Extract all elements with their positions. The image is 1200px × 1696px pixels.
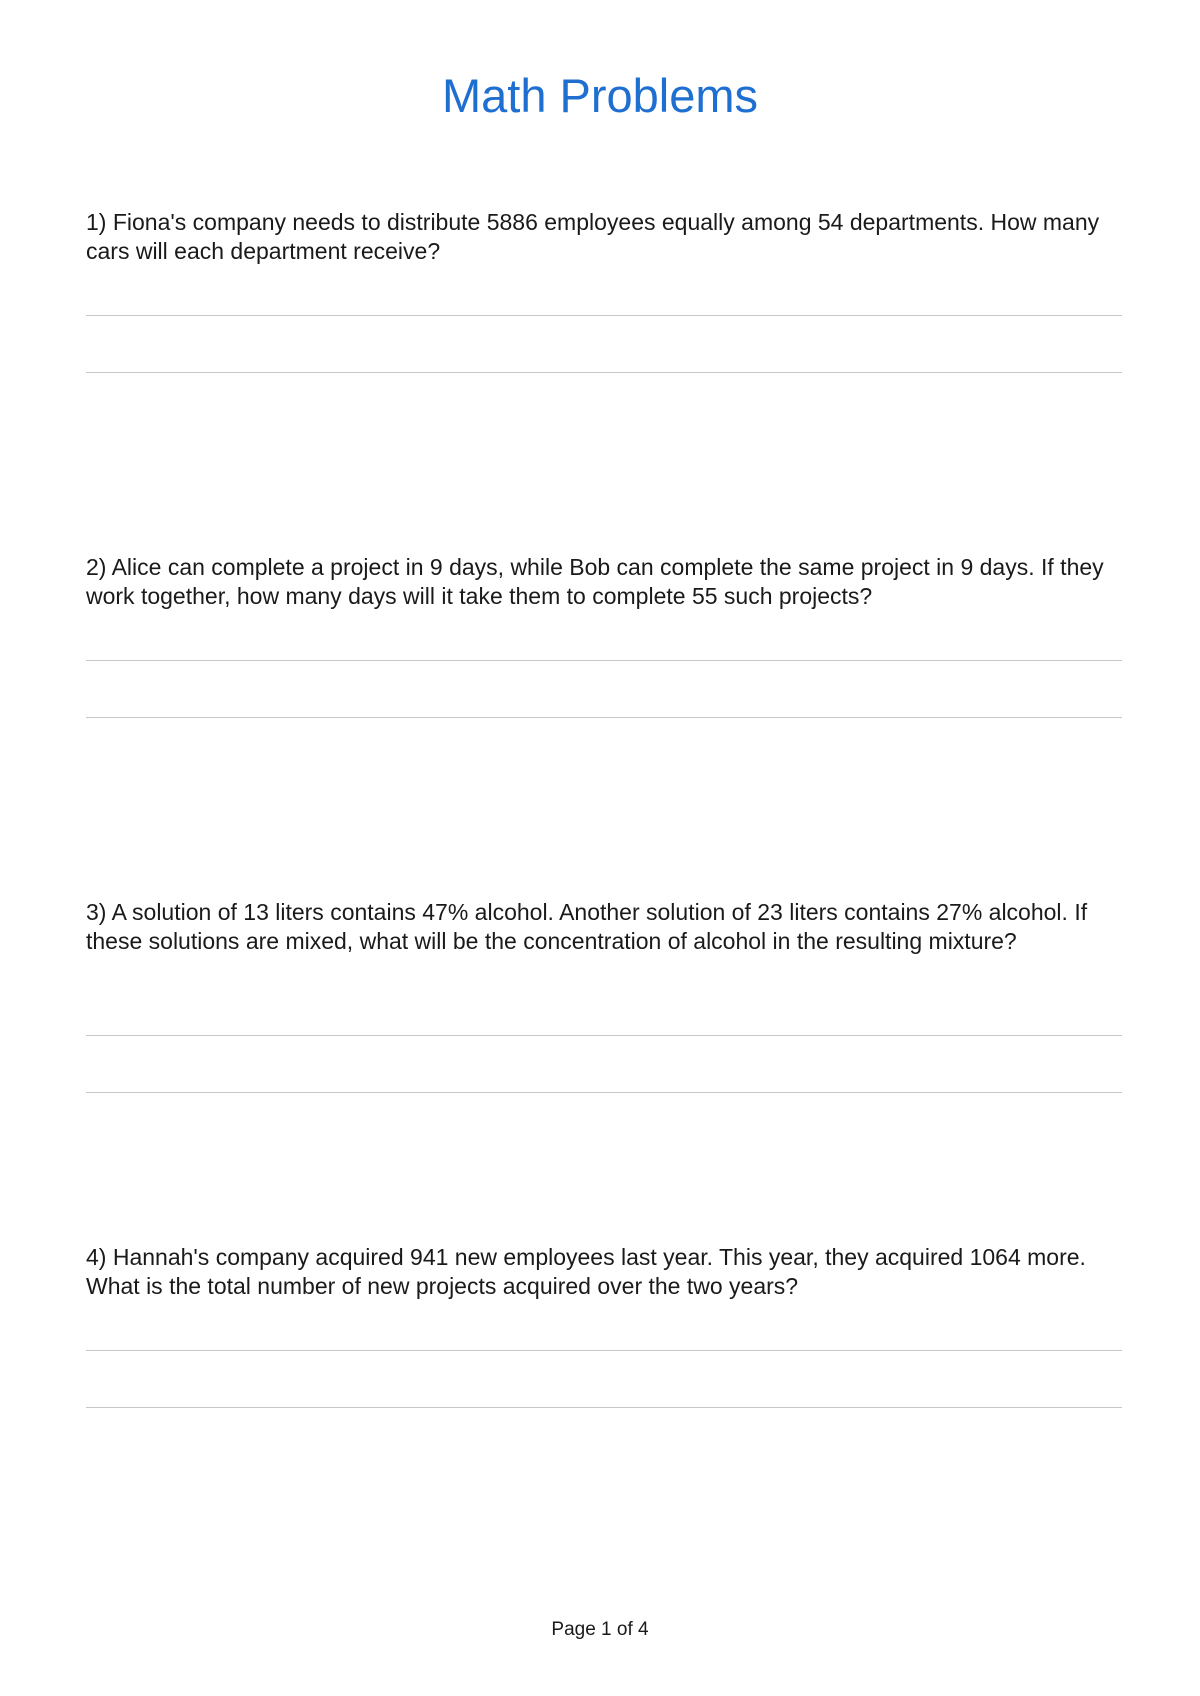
answer-line[interactable]	[86, 315, 1122, 316]
answer-line[interactable]	[86, 372, 1122, 373]
answer-line[interactable]	[86, 660, 1122, 661]
problem-3	[86, 898, 1126, 956]
answer-line[interactable]	[86, 1092, 1122, 1093]
page-number: Page 1 of 4	[551, 1619, 649, 1640]
problem-text: 2) Alice can complete a project in 9 days, while Bob can complete the same project in 9 days. If they work together, how many days will it take them to complete 55 such projects?	[86, 554, 1104, 609]
problem-1	[86, 208, 1126, 266]
problem-2	[86, 553, 1126, 611]
answer-line[interactable]	[86, 717, 1122, 718]
problem-text: 1) Fiona's company needs to distribute 5886 employees equally among 54 departments. How many cars will each department receive?	[86, 209, 1100, 264]
problem-text: 3) A solution of 13 liters contains 47% alcohol. Another solution of 23 liters contains 27% alcohol. If these solutions are mixed, what will be the concentration of alcohol in the resulting mixture?	[86, 899, 1088, 954]
answer-line[interactable]	[86, 1350, 1122, 1351]
problem-4	[86, 1243, 1126, 1301]
problem-text: 4) Hannah's company acquired 941 new employees last year. This year, they acquired 1064 more. What is the total number of new projects acquired over the two years?	[86, 1244, 1086, 1299]
answer-line[interactable]	[86, 1035, 1122, 1036]
answer-line[interactable]	[86, 1407, 1122, 1408]
page-title: Math Problems	[441, 69, 759, 122]
